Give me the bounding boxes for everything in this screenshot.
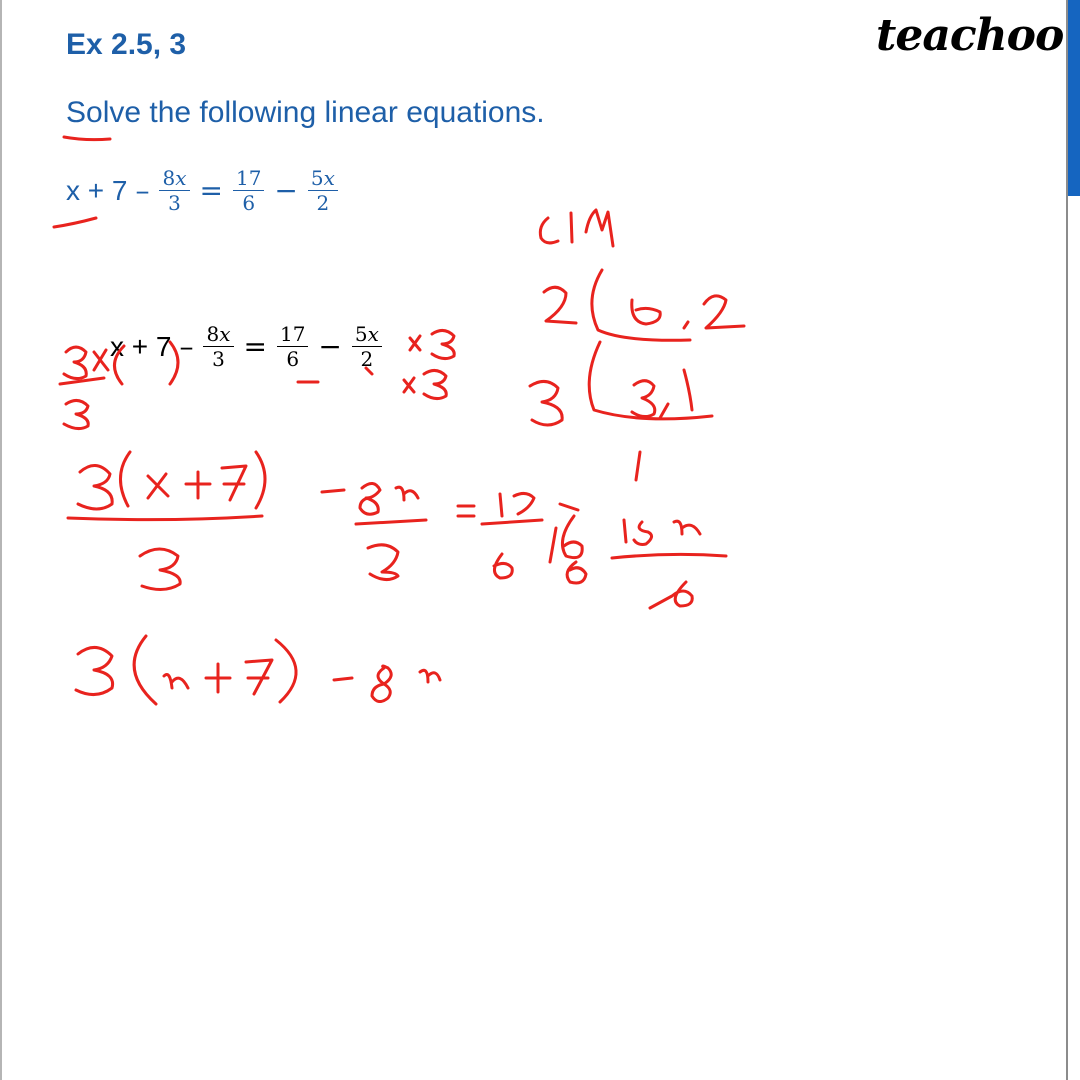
equals-sign: =	[199, 174, 223, 207]
minus-sign: −	[318, 330, 342, 363]
lhs-term: x + 7	[66, 174, 128, 206]
equals-sign: =	[243, 330, 267, 363]
minus-sign: –	[135, 174, 150, 207]
fraction-numerator: 17	[235, 166, 262, 190]
fraction-denominator: 3	[168, 191, 181, 215]
exercise-heading: Ex 2.5, 3	[66, 28, 187, 61]
fraction-denominator: 3	[212, 347, 225, 371]
fraction-denominator: 6	[286, 347, 300, 371]
fraction-numerator: 8𝑥	[206, 322, 231, 346]
fraction-denominator: 6	[242, 191, 256, 215]
fraction-numerator: 17	[279, 322, 306, 346]
lhs-term: x + 7	[110, 330, 172, 362]
fraction-numerator: 5𝑥	[310, 166, 335, 190]
fraction-denominator: 2	[360, 347, 374, 371]
fraction-denominator: 2	[316, 191, 330, 215]
teachoo-logo: teachoo	[876, 10, 1064, 61]
multiply-by-three-marks	[60, 330, 454, 428]
minus-sign: −	[274, 174, 298, 207]
fraction-numerator: 8𝑥	[162, 166, 187, 190]
fraction-numerator: 5𝑥	[354, 322, 379, 346]
instruction-text: Solve the following linear equations.	[66, 96, 545, 129]
step-fraction-work	[68, 452, 726, 608]
minus-sign: –	[179, 330, 194, 363]
next-step-work	[76, 636, 440, 704]
lcm-work	[530, 210, 744, 480]
underline-marks	[54, 137, 110, 227]
